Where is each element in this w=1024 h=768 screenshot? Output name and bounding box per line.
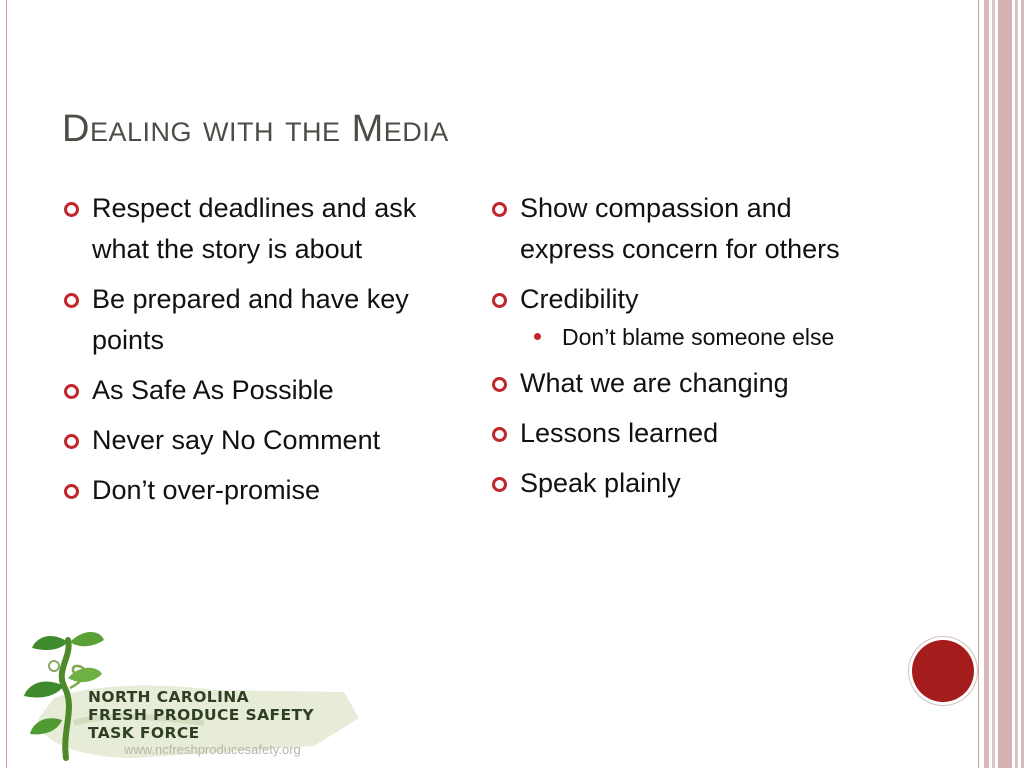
bullet-item [64, 470, 454, 511]
bullet-icon [64, 384, 79, 399]
bullet-icon [492, 293, 507, 308]
bullet-text: Respect deadlines and ask what the story is about [92, 193, 417, 264]
left-bullet-list [64, 188, 454, 520]
decorative-side-band [982, 0, 1024, 768]
bullet-text: Show compassion and express concern for others [520, 193, 840, 264]
right-border-line [978, 0, 979, 768]
bullet-icon [64, 434, 79, 449]
bullet-text: Lessons learned [520, 418, 719, 448]
sub-bullet-list [520, 320, 882, 354]
bullet-text: What we are changing [520, 368, 789, 398]
bullet-icon [492, 427, 507, 442]
bullet-icon [492, 202, 507, 217]
bullet-item [64, 188, 454, 270]
bullet-icon [492, 377, 507, 392]
bullet-item [64, 420, 454, 461]
bullet-icon [492, 477, 507, 492]
bullet-text: Credibility [520, 284, 639, 314]
sub-bullet-item [520, 320, 882, 354]
logo-line: TASK FORCE [88, 724, 200, 742]
sub-bullet-icon [534, 333, 541, 340]
bullet-icon [64, 202, 79, 217]
accent-circle [912, 640, 974, 702]
bullet-item [492, 463, 882, 504]
bullet-item [492, 363, 882, 404]
logo-line: FRESH PRODUCE SAFETY [88, 706, 315, 724]
logo-text-block [88, 688, 314, 742]
bullet-text: Don’t over-promise [92, 475, 321, 505]
logo-line: NORTH CAROLINA [88, 688, 250, 706]
slide-title: Dealing with the Media [62, 108, 449, 150]
bullet-text: Never say No Comment [92, 425, 381, 455]
bullet-item [492, 188, 882, 270]
bullet-item [64, 279, 454, 361]
bullet-icon [64, 484, 79, 499]
right-bullet-list [492, 188, 882, 513]
logo-url: www.ncfreshproducesafety.org [124, 742, 301, 757]
bullet-icon [64, 293, 79, 308]
bullet-item [492, 279, 882, 354]
sub-bullet-text: Don’t blame someone else [562, 324, 835, 350]
left-border-line [6, 0, 7, 768]
bullet-text: Speak plainly [520, 468, 681, 498]
bullet-text: Be prepared and have key points [92, 284, 409, 355]
bullet-text: As Safe As Possible [92, 375, 334, 405]
bullet-item [492, 413, 882, 454]
bullet-item [64, 370, 454, 411]
